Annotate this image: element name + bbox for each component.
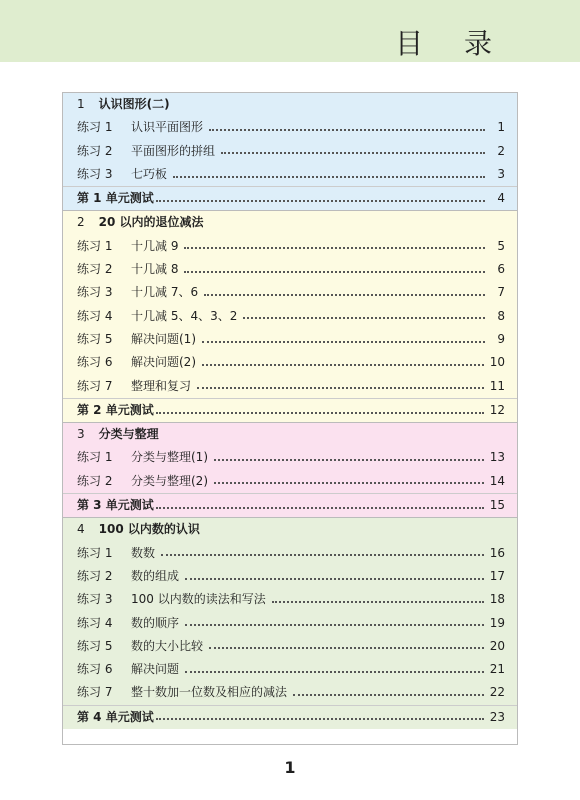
section-title: 认识图形(二) xyxy=(98,97,170,111)
exercise-title: 分类与整理(2) xyxy=(131,473,208,488)
dot-leader xyxy=(184,247,485,249)
unit-test-entry[interactable] xyxy=(63,186,517,210)
exercise-id: 练习 6 xyxy=(77,355,113,370)
page-ref: 3 xyxy=(497,166,505,181)
exercise-title: 解决问题(1) xyxy=(131,331,196,346)
exercise-title: 数的大小比较 xyxy=(131,638,204,653)
exercise-title: 数的顺序 xyxy=(131,615,180,630)
section-heading[interactable] xyxy=(63,422,517,446)
exercise-title: 整十数加一位数及相应的减法 xyxy=(131,685,288,700)
dot-leader xyxy=(243,317,485,319)
section-number: 4 xyxy=(77,522,85,537)
exercise-id: 练习 4 xyxy=(77,308,113,323)
exercise-id: 练习 1 xyxy=(77,450,113,465)
toc-entry[interactable] xyxy=(63,140,517,163)
toc-entry[interactable] xyxy=(63,565,517,588)
section-number: 2 xyxy=(77,215,85,230)
exercise-id: 练习 6 xyxy=(77,662,113,677)
toc-entry[interactable] xyxy=(63,116,517,139)
dot-leader xyxy=(185,671,484,673)
section-1 xyxy=(63,92,517,210)
section-heading[interactable] xyxy=(63,210,517,234)
exercise-id: 练习 1 xyxy=(77,545,113,560)
page-ref: 19 xyxy=(489,615,505,630)
dot-leader xyxy=(156,718,484,720)
toc-entry[interactable] xyxy=(63,328,517,351)
exercise-title: 认识平面图形 xyxy=(131,120,204,135)
dot-leader xyxy=(184,271,485,273)
unit-test-label: 第 2 单元测试 xyxy=(77,402,154,417)
page-ref: 11 xyxy=(489,378,505,393)
table-of-contents xyxy=(62,92,518,745)
section-4 xyxy=(63,517,517,729)
page-ref: 4 xyxy=(497,191,505,206)
exercise-id: 练习 2 xyxy=(77,262,113,277)
exercise-id: 练习 5 xyxy=(77,331,113,346)
dot-leader xyxy=(293,694,484,696)
unit-test-entry[interactable] xyxy=(63,398,517,422)
page-ref: 17 xyxy=(489,568,505,583)
exercise-title: 数数 xyxy=(131,545,156,560)
dot-leader xyxy=(202,341,485,343)
page-ref: 1 xyxy=(497,120,505,135)
page-ref: 10 xyxy=(489,355,505,370)
page-ref: 15 xyxy=(489,498,505,513)
dot-leader xyxy=(202,364,484,366)
unit-test-label: 第 1 单元测试 xyxy=(77,191,154,206)
page-ref: 12 xyxy=(489,402,505,417)
page-ref: 22 xyxy=(489,685,505,700)
exercise-id: 练习 1 xyxy=(77,238,113,253)
dot-leader xyxy=(185,578,484,580)
unit-test-entry[interactable] xyxy=(63,493,517,517)
toc-entry[interactable] xyxy=(63,612,517,635)
dot-leader xyxy=(204,294,485,296)
toc-entry[interactable] xyxy=(63,542,517,565)
toc-entry[interactable] xyxy=(63,681,517,704)
exercise-id: 练习 4 xyxy=(77,615,113,630)
exercise-title: 整理和复习 xyxy=(131,378,192,393)
toc-entry[interactable] xyxy=(63,235,517,258)
toc-entry[interactable] xyxy=(63,588,517,611)
exercise-title: 分类与整理(1) xyxy=(131,450,208,465)
exercise-title: 数的组成 xyxy=(131,568,180,583)
page-ref: 21 xyxy=(489,662,505,677)
dot-leader xyxy=(156,412,484,414)
dot-leader xyxy=(197,387,484,389)
exercise-id: 练习 2 xyxy=(77,568,113,583)
toc-entry[interactable] xyxy=(63,470,517,493)
section-2 xyxy=(63,210,517,422)
exercise-title: 平面图形的拼组 xyxy=(131,143,216,158)
dot-leader xyxy=(156,507,484,509)
exercise-id: 练习 7 xyxy=(77,685,113,700)
dot-leader xyxy=(221,152,485,154)
page-ref: 13 xyxy=(489,450,505,465)
exercise-id: 练习 1 xyxy=(77,120,113,135)
exercise-title: 十几减 9 xyxy=(131,238,179,253)
page-number: 1 xyxy=(284,758,296,777)
page-title: 目 录 xyxy=(395,27,508,60)
exercise-title: 十几减 7、6 xyxy=(131,285,199,300)
exercise-title: 解决问题(2) xyxy=(131,355,196,370)
toc-entry[interactable] xyxy=(63,258,517,281)
section-title: 100 以内数的认识 xyxy=(98,522,200,537)
section-title: 分类与整理 xyxy=(98,427,159,442)
dot-leader xyxy=(209,129,485,131)
page-ref: 18 xyxy=(489,592,505,607)
dot-leader xyxy=(156,200,485,202)
page-ref: 2 xyxy=(497,143,505,158)
page-ref: 9 xyxy=(497,331,505,346)
section-heading[interactable] xyxy=(63,517,517,541)
section-title: 20 以内的退位减法 xyxy=(98,215,204,230)
exercise-id: 练习 2 xyxy=(77,473,113,488)
page-ref: 20 xyxy=(489,638,505,653)
unit-test-label: 第 3 单元测试 xyxy=(77,498,154,513)
exercise-id: 练习 3 xyxy=(77,285,113,300)
page-ref: 14 xyxy=(489,473,505,488)
toc-entry[interactable] xyxy=(63,375,517,398)
unit-test-entry[interactable] xyxy=(63,705,517,729)
exercise-title: 十几减 5、4、3、2 xyxy=(131,308,238,323)
page-ref: 23 xyxy=(489,709,505,724)
toc-entry[interactable] xyxy=(63,635,517,658)
toc-entry[interactable] xyxy=(63,658,517,681)
dot-leader xyxy=(214,482,484,484)
page-ref: 16 xyxy=(489,545,505,560)
page-ref: 5 xyxy=(497,238,505,253)
section-number: 3 xyxy=(77,427,85,442)
dot-leader xyxy=(214,459,484,461)
unit-test-label: 第 4 单元测试 xyxy=(77,709,154,724)
dot-leader xyxy=(209,647,484,649)
toc-entry[interactable] xyxy=(63,446,517,469)
exercise-id: 练习 3 xyxy=(77,592,113,607)
exercise-title: 七巧板 xyxy=(131,166,168,181)
toc-entry[interactable] xyxy=(63,305,517,328)
dot-leader xyxy=(185,624,484,626)
exercise-id: 练习 5 xyxy=(77,638,113,653)
dot-leader xyxy=(173,176,485,178)
page-ref: 8 xyxy=(497,308,505,323)
section-heading[interactable] xyxy=(63,92,517,116)
page-ref: 6 xyxy=(497,262,505,277)
toc-entry[interactable] xyxy=(63,163,517,186)
section-3 xyxy=(63,422,517,517)
toc-entry[interactable] xyxy=(63,281,517,304)
exercise-id: 练习 7 xyxy=(77,378,113,393)
exercise-title: 100 以内数的读法和写法 xyxy=(131,592,266,607)
exercise-title: 十几减 8 xyxy=(131,262,179,277)
exercise-id: 练习 3 xyxy=(77,166,113,181)
exercise-id: 练习 2 xyxy=(77,143,113,158)
dot-leader xyxy=(161,554,484,556)
section-number: 1 xyxy=(77,97,85,111)
dot-leader xyxy=(272,601,484,603)
exercise-title: 解决问题 xyxy=(131,662,180,677)
toc-entry[interactable] xyxy=(63,351,517,374)
page-ref: 7 xyxy=(497,285,505,300)
